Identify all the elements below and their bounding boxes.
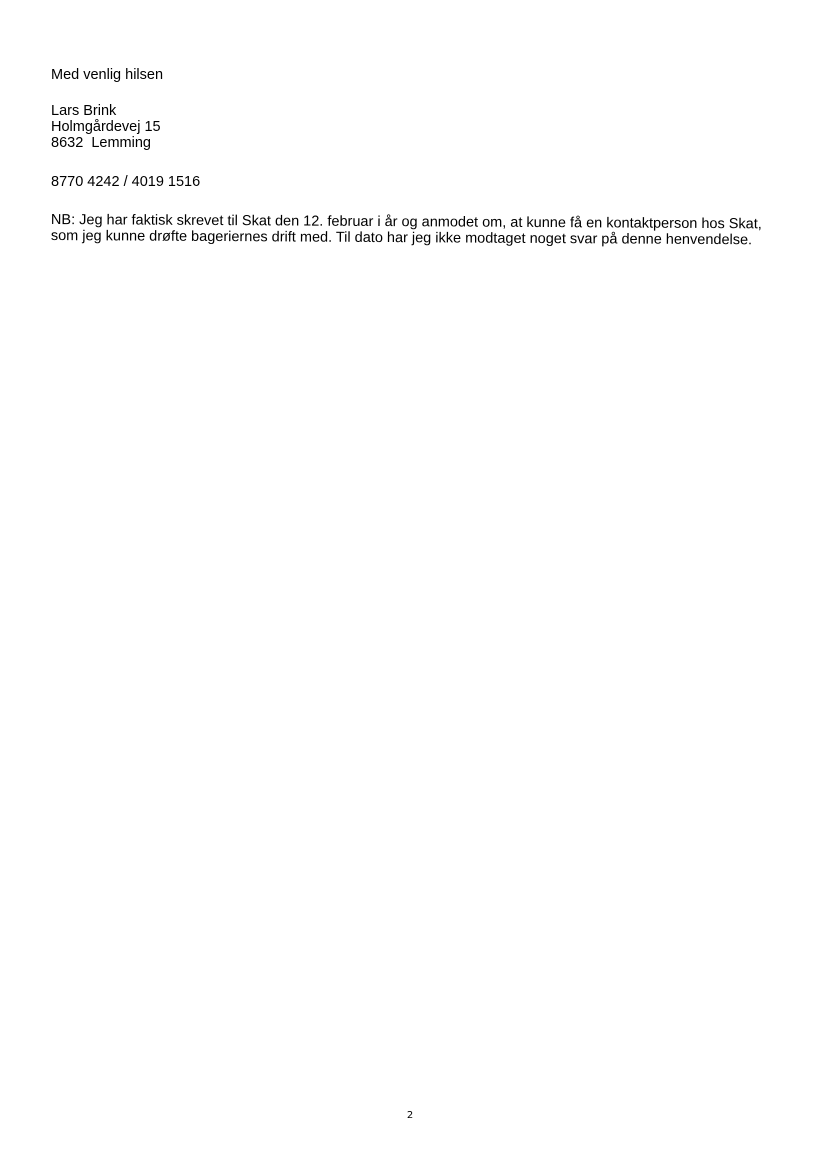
sender-phone: 8770 4242 / 4019 1516 <box>51 174 201 190</box>
note-paragraph: NB: Jeg har faktisk skrevet til Skat den 12. februar i år og anmodet om, at kunne få en kontaktperson hos Skat, som jeg kunne drøfte bageriernes drift med. Til dato har jeg ikke modtaget noget svar på denne henvendelse. <box>50 212 762 249</box>
sender-street: Holmgårdevej 15 <box>51 119 161 135</box>
sender-postal: 8632 Lemming <box>51 135 151 151</box>
sender-address <box>51 103 161 151</box>
page-number: 2 <box>406 1110 414 1121</box>
letter-closing: Med venlig hilsen <box>51 67 164 83</box>
sender-name: Lars Brink <box>51 103 117 119</box>
